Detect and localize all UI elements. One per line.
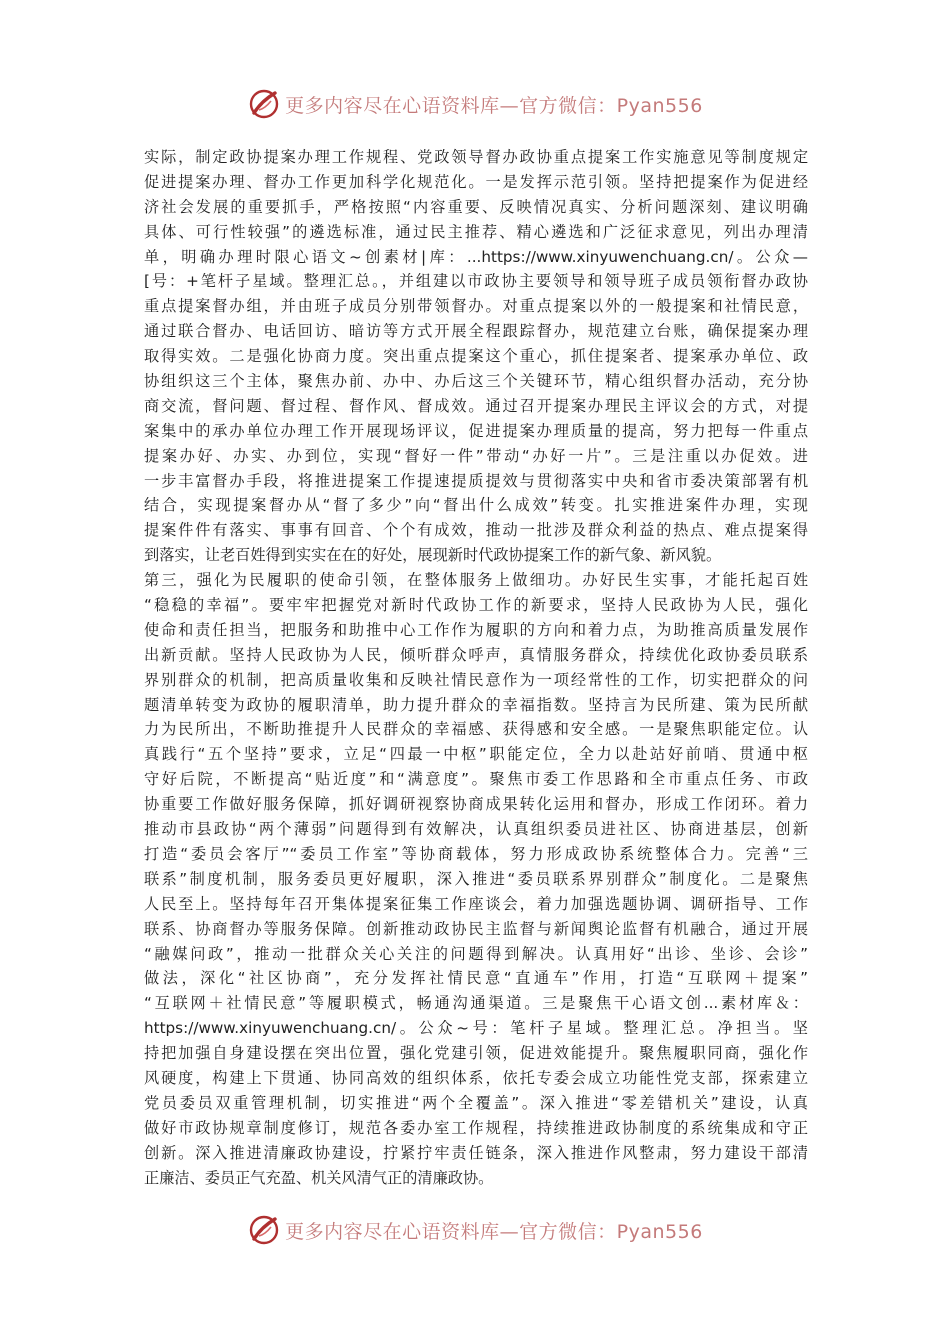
text-line: 做法，深化“社区协商”，充分发挥社情民意“直通车”作用，打造“互联网＋提案” (144, 969, 808, 988)
text-line: 做好市政协规章制度修订，规范各委办室工作规程，持续推进政协制度的系统集成和守正 (144, 1118, 808, 1137)
text-line: 持把加强自身建设摆在突出位置，强化党建引领，促进效能提升。聚焦履职同商，强化作 (144, 1044, 808, 1063)
text-line: 真践行“五个坚持”要求，立足“四最一中枢”职能定位，全力以赴站好前哨、贯通中枢 (144, 745, 808, 764)
text-line: 守好后院，不断提高“贴近度”和“满意度”。聚焦市委工作思路和全市重点任务、市政 (144, 770, 808, 789)
footer-watermark-banner (0, 1210, 950, 1250)
text-line: 力为民所出，不断助推提升人民群众的幸福感、获得感和安全感。一是聚焦职能定位。认 (144, 720, 808, 739)
text-line: “互联网＋社情民意”等履职模式，畅通沟通渠道。三是聚焦干心语文创...素材库＆： (144, 994, 808, 1013)
banner-text: 更多内容尽在心语资料库—官方微信：Pyan556 (285, 94, 703, 117)
brush-logo-icon (247, 87, 281, 121)
text-line: 单，明确办理时限心语文~创素材|库：...https://www.xinyuwenchuang.cn/。公众— (144, 247, 808, 266)
text-line: “稳稳的幸福”。要牢牢把握党对新时代政协工作的新要求，坚持人民政协为人民，强化 (144, 596, 808, 615)
text-line: “融媒问政”，推动一批群众关心关注的问题得到解决。认真用好“出诊、坐诊、会诊” (144, 944, 808, 963)
text-line: 协重要工作做好服务保障，抓好调研视察协商成果转化运用和督办，形成工作闭环。着力 (144, 795, 808, 814)
text-line: https://www.xinyuwenchuang.cn/。公众~号：笔杆子星域。整理汇总。净担当。坚 (144, 1019, 808, 1038)
text-line: 取得实效。二是强化协商力度。突出重点提案这个重心，抓住提案者、提案承办单位、政 (144, 347, 808, 366)
text-line: 人民至上。坚持每年召开集体提案征集工作座谈会，着力加强选题协调、调研指导、工作 (144, 894, 808, 913)
text-line: 结合，实现提案督办从“督了多少”向“督出什么成效”转变。扎实推进案件办理，实现 (144, 496, 808, 515)
text-line: 创新。深入推进清廉政协建设，拧紧拧牢责任链条，深入推进作风整肃，努力建设干部清 (144, 1143, 808, 1162)
text-line: 题清单转变为政协的履职清单，助力提升群众的幸福指数。坚持言为民所建、策为民所献 (144, 695, 808, 714)
text-line: 党员委员双重管理机制，切实推进“两个全覆盖”。深入推进“零差错机关”建设，认真 (144, 1093, 808, 1112)
text-line: 重点提案督办组，并由班子成员分别带领督办。对重点提案以外的一般提案和社情民意， (144, 297, 808, 316)
text-line: 第三，强化为民履职的使命引领，在整体服务上做细功。办好民生实事，才能托起百姓 (144, 571, 808, 590)
text-line: 风硬度，构建上下贯通、协同高效的组织体系，依托专委会成立功能性党支部，探索建立 (144, 1068, 808, 1087)
brush-logo-icon (247, 1213, 281, 1247)
text-line: 实际，制定政协提案办理工作规程、党政领导督办政协重点提案工作实施意见等制度规定 (144, 148, 808, 166)
text-line: [号：+笔杆子星域。整理汇总。，并组建以市政协主要领导和领导班子成员领衔督办政协 (144, 272, 808, 291)
text-line: 案集中的承办单位办理工作开展现场评议，促进提案办理质量的提高，努力把每一件重点 (144, 421, 808, 440)
text-line: 使命和责任担当，把服务和助推中心工作作为履职的方向和着力点，为助推高质量发展作 (144, 620, 808, 639)
text-line: 济社会发展的重要抓手，严格按照“内容重要、反映情况真实、分析问题深刻、建议明确 (144, 197, 808, 216)
text-line: 到落实，让老百姓得到实实在在的好处，展现新时代政协提案工作的新气象、新风貌。 (144, 546, 722, 565)
text-line: 出新贡献。坚持人民政协为人民，倾听群众呼声，真情服务群众，持续优化政协委员联系 (144, 645, 808, 664)
text-line: 一步丰富督办手段，将推进提案工作提速提质提效与贯彻落实中央和省市委决策部署有机 (144, 471, 808, 490)
text-line: 通过联合督办、电话回访、暗访等方式开展全程跟踪督办，规范建立台账，确保提案办理 (144, 322, 808, 341)
banner-text: 更多内容尽在心语资料库—官方微信：Pyan556 (285, 1220, 703, 1243)
text-line: 正廉洁、委员正气充盈、机关风清气正的清廉政协。 (144, 1168, 494, 1187)
text-line: 联系、协商督办等服务保障。创新推动政协民主监督与新闻舆论监督有机融合，通过开展 (144, 919, 808, 938)
text-line: 商交流，督问题、督过程、督作风、督成效。通过召开提案办理民主评议会的方式，对提 (144, 396, 808, 415)
text-line: 具体、可行性较强”的遴选标准，通过民主推荐、精心遴选和广泛征求意见，列出办理清 (144, 222, 808, 241)
text-line: 联系”制度机制，服务委员更好履职，深入推进“委员联系界别群众”制度化。二是聚焦 (144, 869, 808, 888)
text-line: 界别群众的机制，把高质量收集和反映社情民意作为一项经常性的工作，切实把群众的问 (144, 670, 808, 689)
document-body (144, 145, 808, 1190)
header-watermark-banner (0, 84, 950, 124)
text-line: 推动市县政协“两个薄弱”问题得到有效解决，认真组织委员进社区、协商进基层，创新 (144, 820, 808, 839)
text-line: 协组织这三个主体，聚焦办前、办中、办后这三个关键环节，精心组织督办活动，充分协 (144, 372, 808, 391)
text-line: 打造“委员会客厅”“委员工作室”等协商载体，努力形成政协系统整体合力。完善“三 (144, 844, 808, 863)
text-line: 提案办好、办实、办到位，实现“督好一件”带动“办好一片”。三是注重以办促效。进 (144, 446, 808, 465)
text-line: 促进提案办理、督办工作更加科学化规范化。一是发挥示范引领。坚持把提案作为促进经 (144, 172, 808, 191)
text-line: 提案件件有落实、事事有回音、个个有成效，推动一批涉及群众利益的热点、难点提案得 (144, 521, 808, 540)
